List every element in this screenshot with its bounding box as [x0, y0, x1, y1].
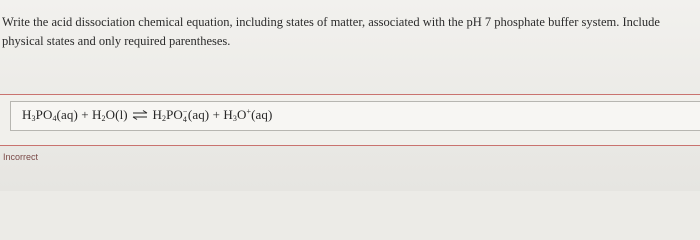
answer-region [0, 94, 700, 146]
product-h2po4-minus: $H_2PO$ − 4 (aq) [152, 107, 210, 124]
product-h3o-plus: $H_3O^+(aq)$ [223, 107, 273, 123]
reactant-h3po4: $H_3PO_4(aq)$ [22, 107, 78, 123]
plus-sign: + [81, 107, 89, 122]
chemical-equation [22, 107, 272, 123]
equation-answer-field[interactable] [10, 101, 700, 131]
question-text: Write the acid dissociation chemical equation, including states of matter, associated with the pH 7 phosphate buffer system. Include physical states and only required parentheses. [2, 15, 660, 48]
plus-sign: + [212, 107, 221, 122]
equilibrium-arrow-icon [132, 110, 148, 120]
incorrect-status-label: Incorrect [3, 152, 39, 162]
reactant-h2o: $H_2O(l)$ [92, 107, 128, 123]
